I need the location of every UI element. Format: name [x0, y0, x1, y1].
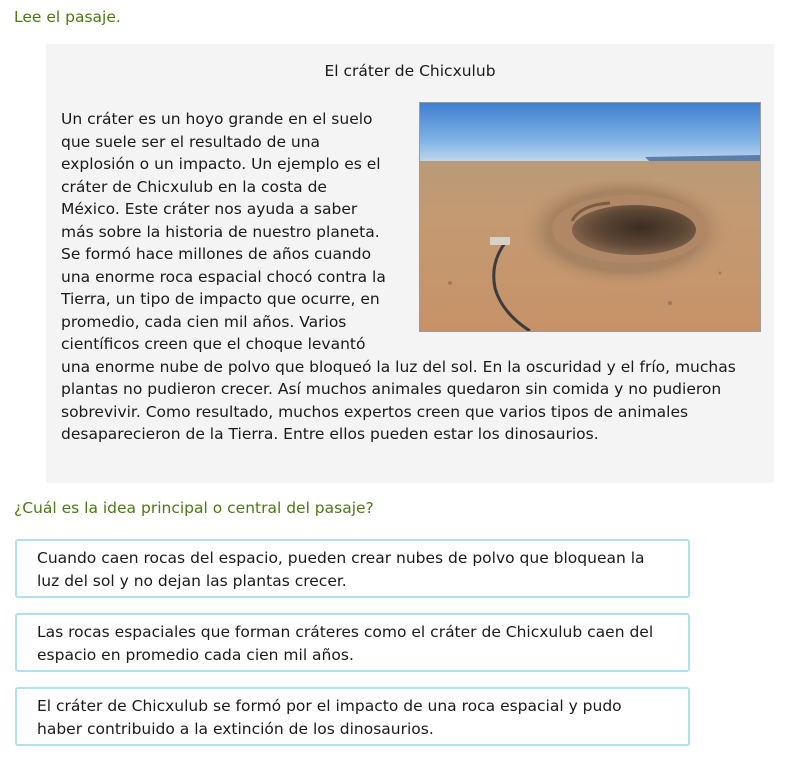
passage-title: El cráter de Chicxulub	[324, 62, 496, 80]
crater-photo	[419, 102, 761, 332]
answer-option-3[interactable]	[15, 687, 690, 746]
passage-panel	[46, 44, 774, 483]
instruction-text: Lee el pasaje.	[14, 8, 121, 26]
answer-option-3-label: El cráter de Chicxulub se formó por el impacto de una roca espacial y pudo haber contribuido a la extinción de los dinosaurios.	[37, 697, 622, 738]
passage-body-container	[61, 108, 761, 446]
question-prompt: ¿Cuál es la idea principal o central del pasaje?	[14, 499, 374, 517]
answer-option-1-label: Cuando caen rocas del espacio, pueden crear nubes de polvo que bloquean la luz del sol y no dejan las plantas crecer.	[37, 549, 645, 590]
passage-text: Un cráter es un hoyo grande en el suelo que suele ser el resultado de una explosión o un impacto. Un ejemplo es el cráter de Chicxulub en la costa de México. Este cráter nos ayuda a saber más sobre la historia de nuestro planeta. Se formó hace millones de años cuando una enorme roca espacial chocó contra la Tierra, un tipo de impacto que ocurre, en promedio, cada cien mil años. Varios científicos creen que el choque levantó una enorme nube de polvo que bloqueó la luz del sol. En la oscuridad y el frío, muchas plantas no pudieron crecer. Así muchos animales quedaron sin comida y no pudieron sobrevivir. Como resultado, muchos expertos creen que varios tipos de animales desaparecieron de la Tierra. Entre ellos pueden estar los dinosaurios.	[61, 110, 736, 443]
answer-option-1[interactable]	[15, 539, 690, 598]
answer-option-2-label: Las rocas espaciales que forman cráteres como el cráter de Chicxulub caen del espacio en promedio cada cien mil años.	[37, 623, 654, 664]
answer-option-2[interactable]	[15, 613, 690, 672]
